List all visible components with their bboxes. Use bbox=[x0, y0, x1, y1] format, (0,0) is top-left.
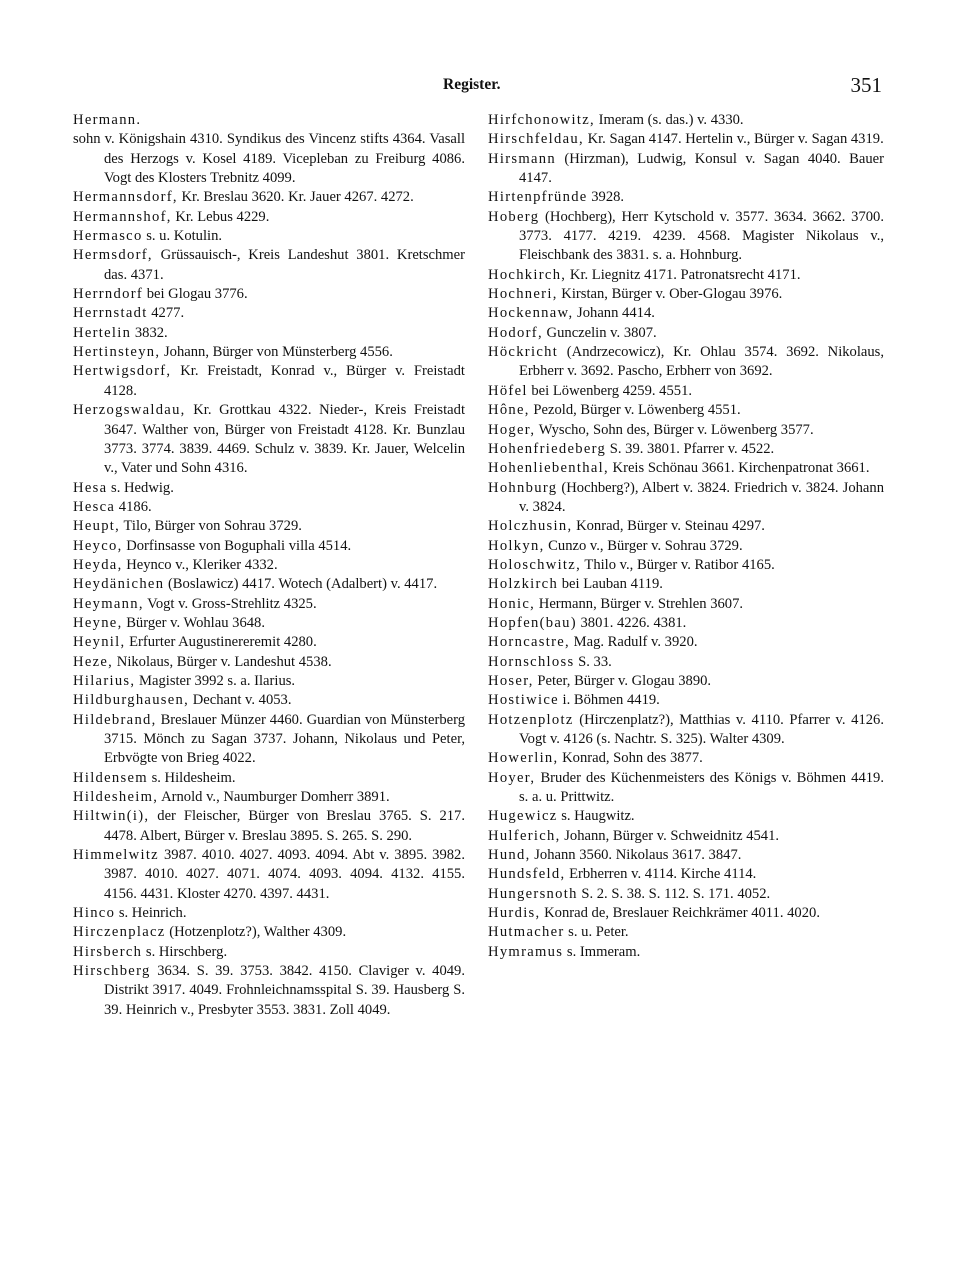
entry-text: Gunczelin v. 3807. bbox=[542, 324, 657, 341]
entry-text: s. u. Peter. bbox=[564, 924, 629, 941]
index-entry bbox=[488, 304, 884, 323]
entry-headword: Holoschwitz, bbox=[488, 556, 582, 573]
index-entry bbox=[488, 943, 884, 962]
index-entry bbox=[488, 150, 884, 189]
entry-headword: Heynil, bbox=[73, 634, 126, 651]
entry-text: s. Hedwig. bbox=[107, 479, 174, 496]
entry-headword: Höckricht bbox=[488, 344, 559, 361]
entry-text: (Hirzman), Ludwig, Konsul v. Sagan 4040. Bauer 4147. bbox=[519, 150, 884, 187]
entry-text: Kr. Freistadt, Konrad v., Bürger v. Freistadt 4128. bbox=[104, 363, 465, 399]
index-entry bbox=[488, 711, 884, 750]
entry-text: s. u. Kotulin. bbox=[142, 228, 223, 245]
entry-headword: Hund, bbox=[488, 847, 531, 864]
index-entry bbox=[488, 537, 884, 556]
entry-headword: Hymramus bbox=[488, 943, 564, 960]
entry-text: Johann 4414. bbox=[573, 305, 655, 322]
entry-headword: Hiltwin(i), bbox=[73, 808, 150, 825]
entry-headword: Hertinsteyn, bbox=[73, 344, 161, 361]
index-entry bbox=[488, 749, 884, 768]
entry-headword: Hulferich, bbox=[488, 827, 561, 844]
entry-text: Wyscho, Sohn des, Bürger v. Löwenberg 3577. bbox=[535, 421, 814, 438]
entry-headword: Hildburghausen, bbox=[73, 692, 190, 709]
entry-headword: Howerlin, bbox=[488, 750, 559, 767]
entry-text: s. Hirschberg. bbox=[142, 943, 228, 960]
entry-text: Kirstan, Bürger v. Ober-Glogau 3976. bbox=[557, 286, 783, 303]
entry-headword: Heyne, bbox=[73, 614, 123, 631]
running-title: Register. bbox=[443, 76, 501, 93]
index-entry bbox=[73, 304, 465, 323]
entry-headword: Hockennaw, bbox=[488, 305, 574, 322]
entry-text: (Hochberg), Herr Kytschold v. 3577. 3634. 3662. 3700. 3773. 4177. 4219. 4239. 4568. Magister Nikolaus v., Fleischbank des 3831. s. a. Hohnburg. bbox=[519, 208, 884, 264]
entry-text: (Hochberg?), Albert v. 3824. Friedrich v. 3824. Johann v. 3824. bbox=[519, 479, 884, 515]
entry-headword: Hugewicz bbox=[488, 808, 558, 825]
entry-text: 4277. bbox=[147, 305, 185, 322]
entry-text: Tilo, Bürger von Sohrau 3729. bbox=[120, 518, 302, 535]
entry-headword: Heupt, bbox=[73, 518, 121, 535]
index-entry bbox=[73, 575, 465, 594]
index-entry bbox=[73, 769, 465, 788]
entry-text: Kr. Grottkau 4322. Nieder-, Kreis Freistadt 3647. Walther von, Bürger von Freistadt 4128. Kr. Bunzlau 3773. 3774. 3839. 4469. Schulz v. 3839. Kr. Jauer, Welcelin v., Vater und Sohn 4316. bbox=[104, 402, 465, 477]
entry-text: bei Lauban 4119. bbox=[558, 576, 663, 593]
entry-text: Magister 3992 s. a. Ilarius. bbox=[135, 672, 296, 689]
index-entry bbox=[488, 459, 884, 478]
index-entry bbox=[73, 401, 465, 478]
entry-headword: Hilarius, bbox=[73, 672, 136, 689]
index-entry bbox=[488, 266, 884, 285]
entry-headword: Heyco, bbox=[73, 537, 123, 554]
index-entry bbox=[488, 343, 884, 382]
entry-text: (Andrzecowicz), Kr. Ohlau 3574. 3692. Nikolaus, Erbherr v. 3692. Pascho, Erbherr von 3692. bbox=[519, 344, 884, 380]
index-entry bbox=[488, 208, 884, 266]
index-entry bbox=[488, 556, 884, 575]
entry-text: der Fleischer, Bürger von Breslau 3765. S. 217. 4478. Albert, Bürger v. Breslau 3895. S. 265. S. 290. bbox=[104, 808, 465, 844]
index-entry bbox=[488, 672, 884, 691]
entry-text: Peter, Bürger v. Glogau 3890. bbox=[533, 672, 712, 689]
index-entry bbox=[73, 517, 465, 536]
index-entry bbox=[73, 498, 465, 517]
entry-headword: Hirfchonowitz, bbox=[488, 112, 595, 128]
index-entry bbox=[73, 324, 465, 343]
entry-headword: Hirtenpfründe bbox=[488, 189, 588, 206]
entry-headword: Heydänichen bbox=[73, 576, 165, 593]
index-entry bbox=[73, 479, 465, 498]
entry-text: Bruder des Küchenmeisters des Königs v. Böhmen 4419. s. a. u. Prittwitz. bbox=[519, 769, 884, 806]
entry-text: S. 33. bbox=[574, 653, 612, 670]
entry-headword: Hinco bbox=[73, 905, 116, 922]
index-entry bbox=[73, 208, 465, 227]
entry-headword: Hirsberch bbox=[73, 943, 143, 960]
entry-text: Hermann, Bürger v. Strehlen 3607. bbox=[535, 595, 744, 612]
page-header bbox=[0, 73, 960, 100]
entry-headword: Hohnburg bbox=[488, 479, 558, 496]
entry-headword: Herrndorf bbox=[73, 286, 144, 303]
entry-text: (Hotzenplotz?), Walther 4309. bbox=[165, 924, 347, 941]
entry-headword: Herrnstadt bbox=[73, 305, 148, 322]
entry-text: 4186. bbox=[115, 498, 152, 515]
entry-text: Cunzo v., Bürger v. Sohrau 3729. bbox=[544, 537, 743, 554]
entry-text: Pezold, Bürger v. Löwenberg 4551. bbox=[529, 402, 741, 419]
index-entry bbox=[488, 188, 884, 207]
entry-text: Kr. Liegnitz 4171. Patronatsrecht 4171. bbox=[566, 266, 801, 283]
entry-text: (Boslawicz) 4417. Wotech (Adalbert) v. 4417. bbox=[164, 576, 438, 593]
entry-text: s. Hildesheim. bbox=[147, 769, 236, 786]
entry-headword: Herzogswaldau, bbox=[73, 402, 186, 419]
entry-headword: Holkyn, bbox=[488, 537, 545, 554]
index-entry bbox=[488, 923, 884, 942]
index-entry bbox=[73, 962, 465, 1020]
entry-text: s. Haugwitz. bbox=[557, 808, 635, 825]
index-entry bbox=[73, 537, 465, 556]
entry-text: s. Immeram. bbox=[563, 943, 641, 960]
entry-headword: Hungersnoth bbox=[488, 885, 578, 902]
entry-headword: Hermsdorf, bbox=[73, 247, 153, 264]
index-entry bbox=[73, 633, 465, 652]
index-entry bbox=[73, 343, 465, 362]
entry-text: 3801. 4226. 4381. bbox=[576, 614, 687, 631]
entry-text: (Hirczenplatz?), Matthias v. 4110. Pfarrer v. 4126. Vogt v. 4126 (s. Nachtr. S. 325). Walter 4309. bbox=[519, 711, 884, 747]
index-entry bbox=[488, 691, 884, 710]
entry-headword: Hirsmann bbox=[488, 150, 556, 167]
entry-text: Johann, Bürger von Münsterberg 4556. bbox=[160, 344, 393, 361]
entry-headword: Hoyer, bbox=[488, 769, 536, 786]
entry-text: 3634. S. 39. 3753. 3842. 4150. Claviger v. 4049. Distrikt 3917. 4049. Frohnleichnamsspital S. 39. Hausberg S. 39. Heinrich v., Presbyter 3553. 3831. Zoll 4049. bbox=[104, 963, 465, 1018]
index-entry bbox=[73, 556, 465, 575]
index-entry bbox=[73, 691, 465, 710]
entry-text: bei Löwenberg 4259. 4551. bbox=[527, 382, 693, 399]
entry-headword: Hostiwice bbox=[488, 692, 559, 709]
entry-headword: Hertelin bbox=[73, 324, 132, 341]
index-entry bbox=[488, 479, 884, 518]
index-entry bbox=[73, 807, 465, 846]
entry-text: Johann 3560. Nikolaus 3617. 3847. bbox=[530, 847, 742, 864]
index-entry bbox=[488, 633, 884, 652]
index-entry bbox=[73, 111, 465, 130]
entry-text: Konrad, Sohn des 3877. bbox=[558, 750, 703, 767]
entry-headword: Hône, bbox=[488, 402, 530, 419]
entry-headword: Hochkirch, bbox=[488, 266, 567, 283]
index-entry bbox=[488, 401, 884, 420]
index-entry bbox=[488, 111, 884, 130]
index-entry bbox=[488, 421, 884, 440]
index-entry bbox=[488, 865, 884, 884]
index-entry bbox=[73, 923, 465, 942]
entry-headword: Höfel bbox=[488, 382, 528, 399]
entry-headword: Hohenfriedeberg bbox=[488, 440, 607, 457]
entry-headword: Hesca bbox=[73, 498, 116, 515]
index-entry bbox=[488, 769, 884, 808]
entry-headword: Himmelwitz bbox=[73, 847, 159, 864]
index-entry bbox=[73, 904, 465, 923]
index-entry bbox=[73, 711, 465, 769]
entry-text: Mag. Radulf v. 3920. bbox=[569, 634, 698, 651]
entry-headword: Hoberg bbox=[488, 208, 540, 225]
entry-headword: Hundsfeld, bbox=[488, 866, 566, 883]
entry-text: bei Glogau 3776. bbox=[143, 286, 248, 303]
entry-headword: Hirschfeldau, bbox=[488, 131, 584, 148]
entry-headword: Holczhusin, bbox=[488, 518, 573, 535]
entry-text: Erbherren v. 4114. Kirche 4114. bbox=[565, 866, 757, 883]
entry-text: Grüssauisch-, Kreis Landeshut 3801. Kretschmer das. 4371. bbox=[104, 247, 465, 283]
index-entry bbox=[73, 188, 465, 207]
entry-headword: Hesa bbox=[73, 479, 108, 496]
entry-text: Dechant v. 4053. bbox=[189, 692, 292, 709]
entry-text: i. Böhmen 4419. bbox=[558, 692, 660, 709]
index-entry bbox=[488, 130, 884, 149]
entry-headword: Hermannshof, bbox=[73, 208, 172, 225]
entry-text: Nikolaus, Bürger v. Landeshut 4538. bbox=[113, 653, 332, 670]
entry-text: 3928. bbox=[587, 189, 625, 206]
entry-headword: Hopfen(bau) bbox=[488, 614, 577, 631]
index-entry bbox=[73, 614, 465, 633]
entry-headword: Hornschloss bbox=[488, 653, 575, 670]
left-column bbox=[73, 111, 465, 1020]
entry-headword: Hochneri, bbox=[488, 286, 558, 303]
index-entry bbox=[488, 575, 884, 594]
entry-headword: Hoger, bbox=[488, 421, 536, 438]
entry-text: Konrad de, Breslauer Reichkrämer 4011. 4020. bbox=[540, 905, 820, 922]
entry-text: Dorfinsasse von Boguphali villa 4514. bbox=[122, 537, 352, 554]
entry-text: Erfurter Augustinereremit 4280. bbox=[125, 634, 317, 651]
index-entry bbox=[73, 595, 465, 614]
index-entry bbox=[488, 440, 884, 459]
index-entry bbox=[488, 807, 884, 826]
entry-text: Arnold v., Naumburger Domherr 3891. bbox=[158, 789, 390, 806]
entry-headword: Hodorf, bbox=[488, 324, 543, 341]
entry-text: Kreis Schönau 3661. Kirchenpatronat 3661. bbox=[608, 460, 870, 477]
entry-headword: Hirschberg bbox=[73, 963, 151, 980]
right-column bbox=[488, 111, 884, 962]
entry-headword: Hildebrand, bbox=[73, 711, 157, 728]
entry-headword: Hertwigsdorf, bbox=[73, 363, 172, 380]
index-entry bbox=[488, 324, 884, 343]
index-entry bbox=[488, 614, 884, 633]
entry-headword: Hoser, bbox=[488, 672, 534, 689]
entry-text: s. Heinrich. bbox=[115, 905, 187, 922]
entry-text: Heynco v., Kleriker 4332. bbox=[122, 556, 278, 573]
index-entry bbox=[73, 285, 465, 304]
entry-headword: Hildesheim, bbox=[73, 789, 159, 806]
entry-text: Thilo v., Bürger v. Ratibor 4165. bbox=[581, 556, 775, 573]
entry-headword: Hirczenplacz bbox=[73, 924, 166, 941]
entry-text: Kr. Breslau 3620. Kr. Jauer 4267. 4272. bbox=[177, 189, 414, 206]
entry-text: sohn v. Königshain 4310. Syndikus des Vincenz stifts 4364. Vasall des Herzogs v. Kosel 4189. Vicepleban zu Freiburg 4086. Vogt des Klosters Trebnitz 4099. bbox=[73, 131, 465, 187]
entry-headword: Horncastre, bbox=[488, 634, 570, 651]
entry-text: Bürger v. Wohlau 3648. bbox=[122, 614, 265, 631]
index-entry bbox=[73, 672, 465, 691]
index-entry bbox=[488, 653, 884, 672]
index-entry bbox=[73, 788, 465, 807]
entry-headword: Hermannsdorf, bbox=[73, 189, 178, 206]
entry-headword: Heze, bbox=[73, 653, 114, 670]
page-number: 351 bbox=[850, 73, 882, 97]
index-entry bbox=[73, 846, 465, 904]
index-entry bbox=[488, 517, 884, 536]
entry-text: Konrad, Bürger v. Steinau 4297. bbox=[572, 518, 765, 535]
index-entry bbox=[73, 943, 465, 962]
index-entry bbox=[73, 362, 465, 401]
entry-headword: Holzkirch bbox=[488, 576, 559, 593]
index-entry bbox=[488, 904, 884, 923]
entry-text: Johann, Bürger v. Schweidnitz 4541. bbox=[560, 827, 780, 844]
entry-headword: Hutmacher bbox=[488, 924, 565, 941]
index-entry bbox=[488, 846, 884, 865]
entry-headword: Hermasco bbox=[73, 228, 143, 245]
index-entry bbox=[488, 595, 884, 614]
entry-text: 3832. bbox=[131, 324, 168, 341]
entry-text: 3987. 4010. 4027. 4093. 4094. Abt v. 3895. 3982. 3987. 4010. 4027. 4071. 4074. 4093. 4094. 4132. 4155. 4156. 4431. Kloster 4270. 4397. 4431. bbox=[104, 847, 465, 902]
index-entry bbox=[73, 246, 465, 285]
entry-headword: Hotzenplotz bbox=[488, 711, 574, 728]
entry-headword: Hermann. bbox=[73, 112, 142, 128]
entry-text: Kr. Sagan 4147. Hertelin v., Bürger v. Sagan 4319. bbox=[583, 131, 884, 148]
entry-text: Kr. Lebus 4229. bbox=[171, 208, 270, 225]
entry-text: Vogt v. Gross-Strehlitz 4325. bbox=[143, 595, 317, 612]
index-entry bbox=[73, 227, 465, 246]
index-entry bbox=[488, 885, 884, 904]
entry-headword: Honic, bbox=[488, 595, 536, 612]
entry-headword: Hildensem bbox=[73, 769, 148, 786]
index-entry bbox=[488, 827, 884, 846]
entry-headword: Heyda, bbox=[73, 556, 123, 573]
entry-headword: Hurdis, bbox=[488, 905, 541, 922]
index-entry bbox=[73, 653, 465, 672]
entry-headword: Hohenliebenthal, bbox=[488, 460, 609, 477]
entry-text: Breslauer Münzer 4460. Guardian von Münsterberg 3715. Mönch zu Sagan 3737. Johann, Nikolaus und Peter, Erbvögte von Brieg 4022. bbox=[104, 711, 465, 767]
index-entry bbox=[73, 130, 465, 188]
entry-text: S. 2. S. 38. S. 112. S. 171. 4052. bbox=[577, 885, 771, 902]
entry-headword: Heymann, bbox=[73, 595, 144, 612]
index-entry bbox=[488, 382, 884, 401]
entry-text: Imeram (s. das.) v. 4330. bbox=[594, 112, 744, 128]
entry-text: S. 39. 3801. Pfarrer v. 4522. bbox=[606, 440, 775, 457]
index-entry bbox=[488, 285, 884, 304]
